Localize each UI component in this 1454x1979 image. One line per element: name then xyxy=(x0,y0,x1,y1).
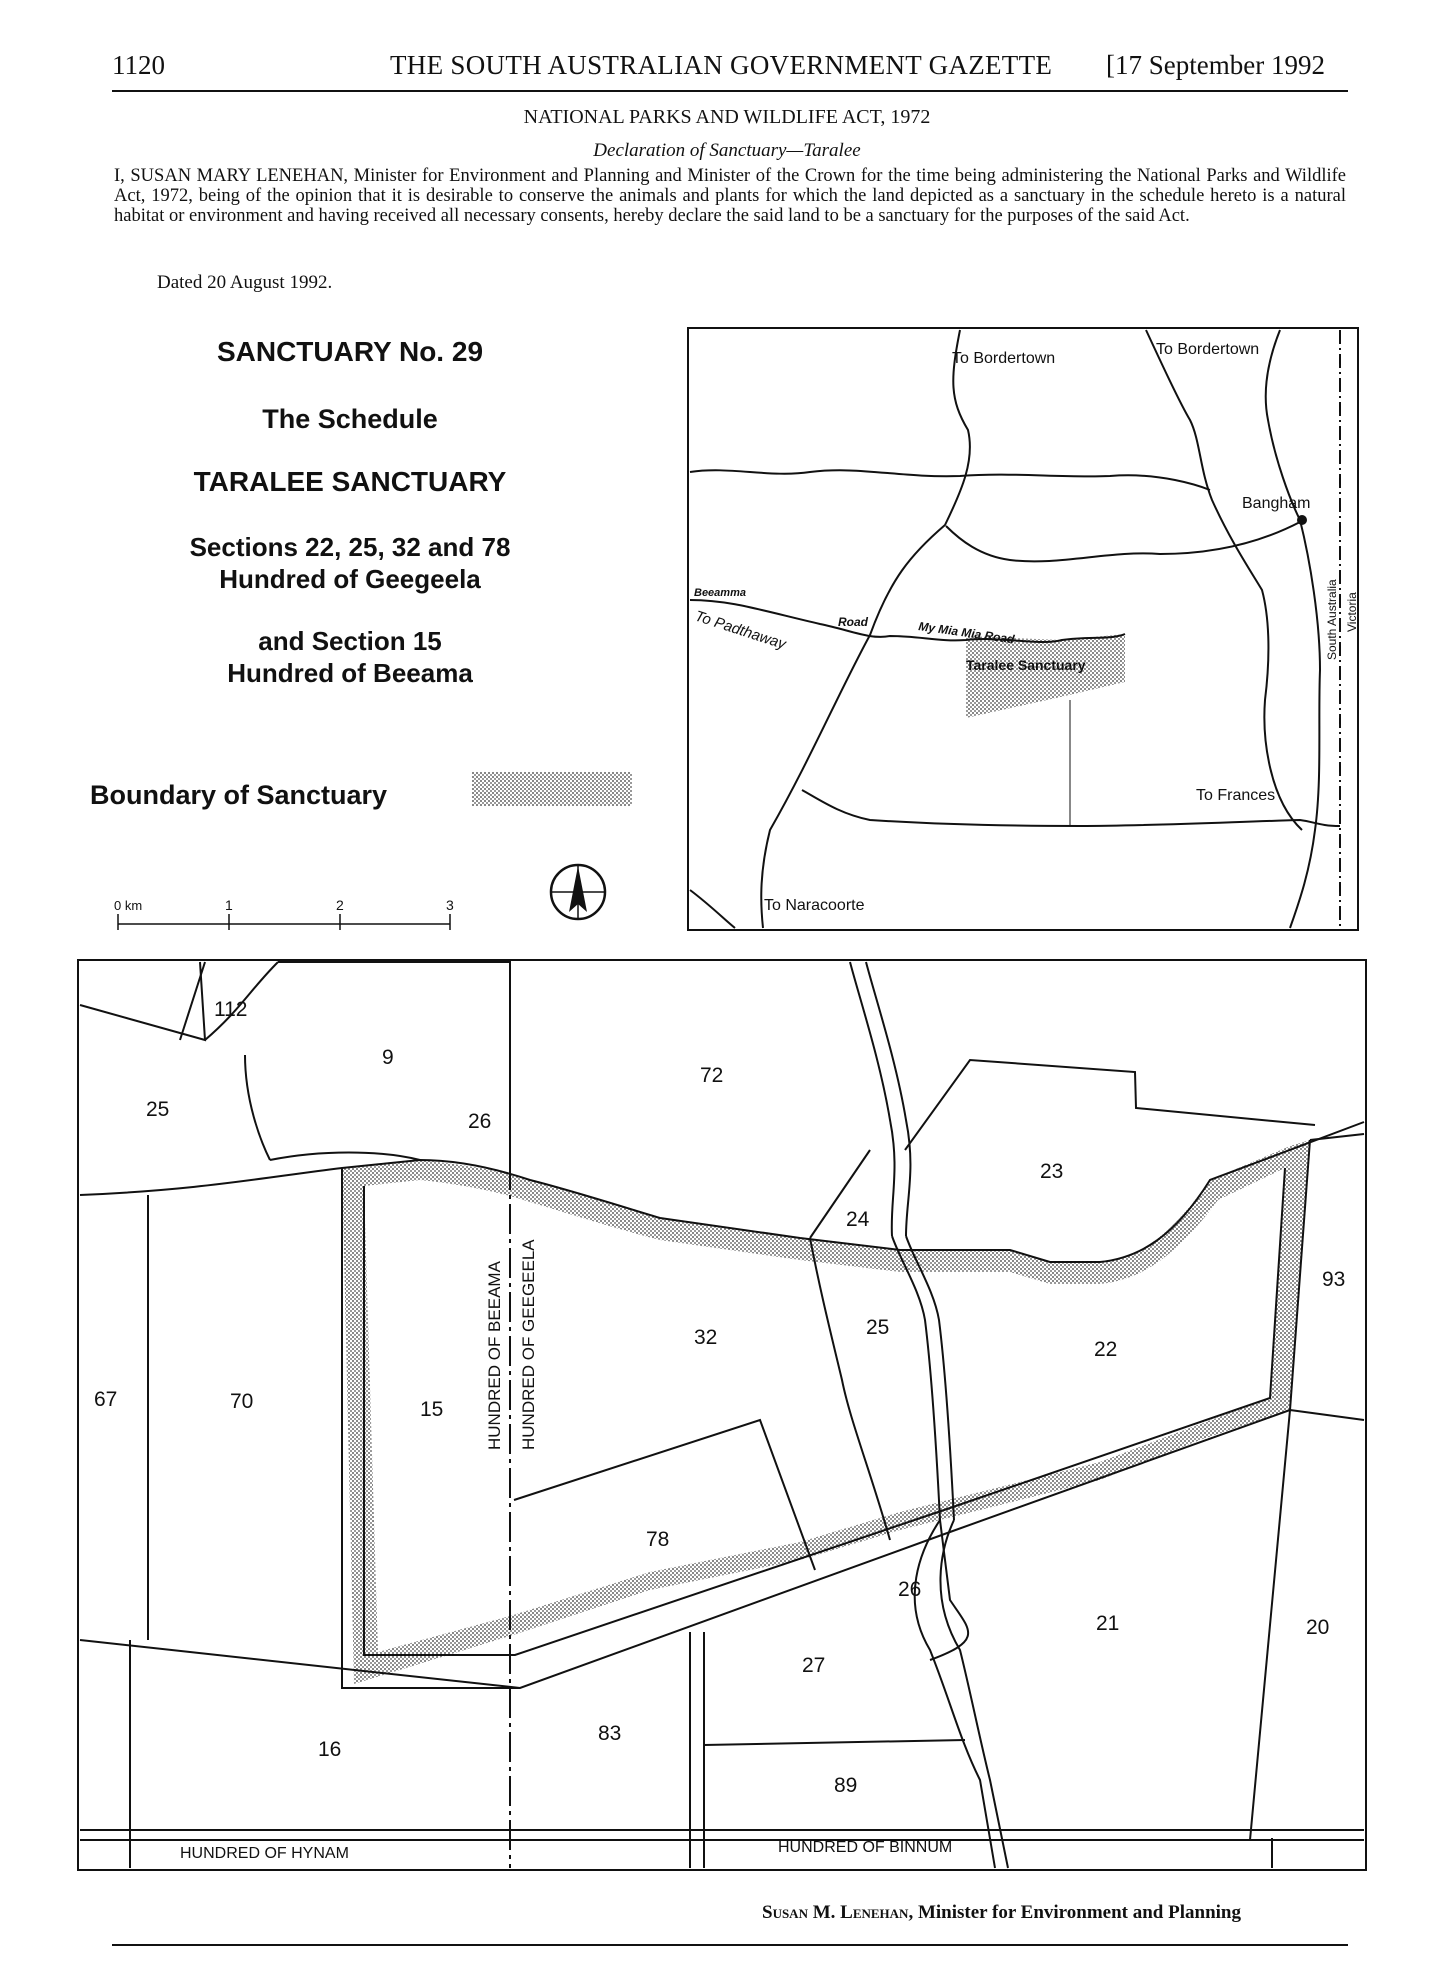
loc-label-victoria: Victoria xyxy=(1345,592,1359,632)
loc-label-south-australia: South Australia xyxy=(1325,579,1339,660)
section-20: 20 xyxy=(1306,1616,1330,1639)
hundred-beeama-label: HUNDRED OF BEEAMA xyxy=(485,1261,504,1450)
hundred-binnum-label: HUNDRED OF BINNUM xyxy=(778,1839,953,1856)
section-67: 67 xyxy=(94,1388,118,1411)
notice-body: I, SUSAN MARY LENEHAN, Minister for Environment and Planning and Minister of the Crown for the time being administering the National Parks and Wildlife Act, 1972, being of the opinion that it is desirable to conserve the animals and plants for which the land depicted as a sanctuary in the schedule hereto is a natural habitat or environment and having received all necessary consents, hereby declare the said land to be a sanctuary for the purposes of the said Act. xyxy=(114,166,1346,226)
section-25-centre: 25 xyxy=(866,1316,890,1339)
section-27: 27 xyxy=(802,1654,826,1677)
loc-label-my-mia-mia: My Mia Mia Road xyxy=(917,619,1016,647)
section-21: 21 xyxy=(1096,1612,1120,1635)
signature-title: , Minister for Environment and Planning xyxy=(908,1902,1241,1923)
section-93: 93 xyxy=(1322,1268,1346,1291)
section-22: 22 xyxy=(1094,1338,1118,1361)
loc-label-taralee: Taralee Sanctuary xyxy=(966,657,1086,673)
section-24: 24 xyxy=(846,1208,870,1231)
sanctuary-name: TARALEE SANCTUARY xyxy=(193,466,507,497)
section-112: 112 xyxy=(214,998,248,1021)
loc-label-to-bordertown-1: To Bordertown xyxy=(952,350,1056,367)
section-15: 15 xyxy=(420,1398,444,1421)
section-line-2: Hundred of Beeama xyxy=(227,658,473,688)
north-arrow-icon xyxy=(551,865,605,919)
hundred-geegeela-label: HUNDRED OF GEEGEELA xyxy=(519,1239,538,1450)
sections-line-1: Sections 22, 25, 32 and 78 xyxy=(189,532,511,562)
dated-line: Dated 20 August 1992. xyxy=(157,272,333,293)
section-78: 78 xyxy=(646,1528,670,1551)
page-number: 1120 xyxy=(112,50,165,80)
cadastral-map xyxy=(78,960,1366,1870)
section-9: 9 xyxy=(382,1046,394,1069)
scale-tick-2: 2 xyxy=(336,897,344,913)
loc-label-to-naracoorte: To Naracoorte xyxy=(764,897,865,914)
footer-rule xyxy=(112,1944,1348,1946)
legend-label: Boundary of Sanctuary xyxy=(90,780,388,810)
section-32: 32 xyxy=(694,1326,718,1349)
section-23: 23 xyxy=(1040,1160,1064,1183)
gazette-title: THE SOUTH AUSTRALIAN GOVERNMENT GAZETTE xyxy=(390,50,1053,80)
hundred-hynam-label: HUNDRED OF HYNAM xyxy=(180,1845,349,1862)
loc-label-road: Road xyxy=(838,615,868,629)
scale-bar xyxy=(118,914,450,930)
legend-swatch xyxy=(472,772,632,806)
section-line-1: and Section 15 xyxy=(258,626,442,656)
loc-label-to-padthaway: To Padthaway xyxy=(692,607,788,654)
signature-name: Susan M. Lenehan xyxy=(762,1902,909,1923)
signature xyxy=(762,1902,1241,1924)
loc-label-to-frances: To Frances xyxy=(1196,787,1276,804)
sanctuary-number: SANCTUARY No. 29 xyxy=(216,336,484,367)
scale-tick-3: 3 xyxy=(446,897,454,913)
loc-label-bangham: Bangham xyxy=(1242,495,1311,512)
act-title: NATIONAL PARKS AND WILDLIFE ACT, 1972 xyxy=(523,106,931,128)
gazette-date: [17 September 1992 xyxy=(1106,50,1325,80)
section-89: 89 xyxy=(834,1774,858,1797)
locality-map xyxy=(688,328,1358,930)
section-26-south: 26 xyxy=(898,1578,922,1601)
section-16: 16 xyxy=(318,1738,342,1761)
scale-tick-1: 1 xyxy=(225,897,233,913)
loc-label-beeamma: Beeamma xyxy=(694,587,746,599)
schedule-label: The Schedule xyxy=(262,404,438,434)
section-26-north: 26 xyxy=(468,1110,492,1133)
sections-line-2: Hundred of Geegeela xyxy=(219,564,481,594)
section-83: 83 xyxy=(598,1722,622,1745)
notice-subtitle: Declaration of Sanctuary—Taralee xyxy=(593,140,861,161)
section-72: 72 xyxy=(700,1064,724,1087)
loc-label-to-bordertown-2: To Bordertown xyxy=(1156,341,1260,358)
scale-tick-0: 0 km xyxy=(114,898,143,913)
section-70: 70 xyxy=(230,1390,254,1413)
section-25-west: 25 xyxy=(146,1098,170,1121)
